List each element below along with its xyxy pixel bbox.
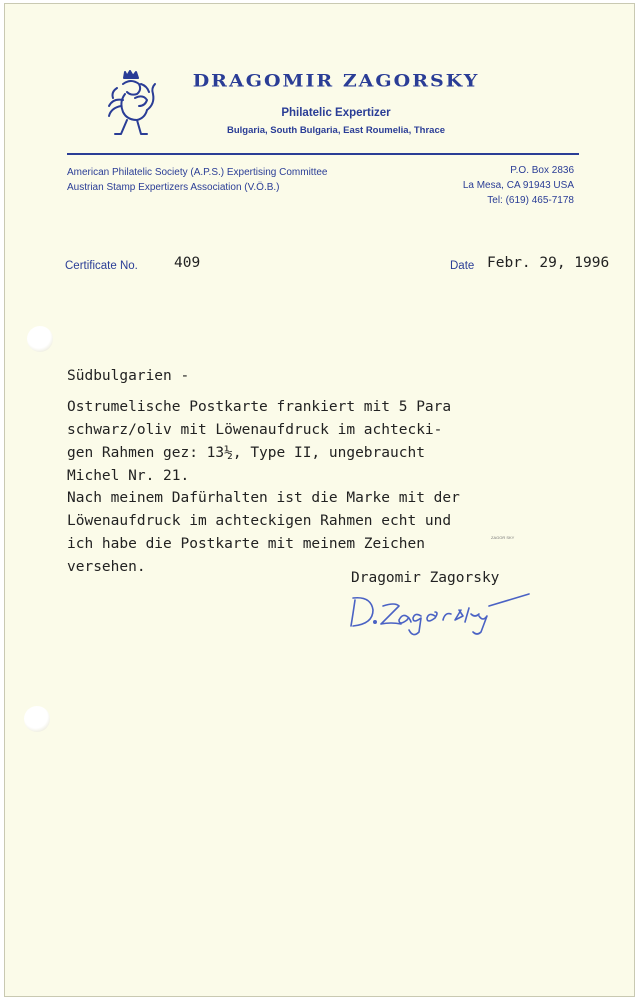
typed-signature: Dragomir Zagorsky (351, 570, 500, 586)
text-line: Michel Nr. 21. (67, 468, 190, 484)
text-line: ich habe die Postkarte mit meinem Zeichen (67, 536, 425, 552)
association-vob: Austrian Stamp Expertizers Association (V.Ö.B.) (67, 182, 280, 193)
lion-crest-icon (101, 70, 159, 138)
association-aps: American Philatelic Society (A.P.S.) Expertising Committee (67, 167, 328, 178)
description-paragraph (67, 396, 451, 488)
handwritten-signature (345, 588, 545, 638)
text-line: Ostrumelische Postkarte frankiert mit 5 Para (67, 399, 452, 415)
brand-subtitle: Philatelic Expertizer (281, 107, 391, 119)
text-line: schwarz/oliv mit Löwenaufdruck im achtecki- (67, 422, 443, 438)
text-line: Nach meinem Dafürhalten ist die Marke mit der (67, 490, 460, 506)
brand-regions: Bulgaria, South Bulgaria, East Roumelia, Thrace (226, 125, 446, 136)
opinion-paragraph (67, 487, 460, 579)
date-value: Febr. 29, 1996 (487, 255, 610, 271)
address-phone: Tel: (619) 465-7178 (487, 195, 574, 206)
date-label: Date (450, 260, 475, 272)
text-line: gen Rahmen gez: 13½, Type II, ungebraucht (67, 445, 425, 461)
address-city: La Mesa, CA 91943 USA (462, 180, 574, 191)
expert-mark: ZAGOR SKY (491, 535, 515, 540)
punch-hole (24, 706, 50, 732)
certificate-sheet (4, 3, 635, 997)
region-heading: Südbulgarien - (67, 368, 190, 384)
text-line: versehen. (67, 559, 146, 575)
certificate-label: Certificate No. (65, 260, 138, 272)
header-divider (67, 153, 579, 155)
punch-hole (27, 326, 53, 352)
brand-name: DRAGOMIR ZAGORSKY (192, 71, 480, 91)
address-po-box: P.O. Box 2836 (510, 165, 574, 176)
text-line: Löwenaufdruck im achteckigen Rahmen echt und (67, 513, 452, 529)
certificate-number: 409 (174, 255, 201, 271)
